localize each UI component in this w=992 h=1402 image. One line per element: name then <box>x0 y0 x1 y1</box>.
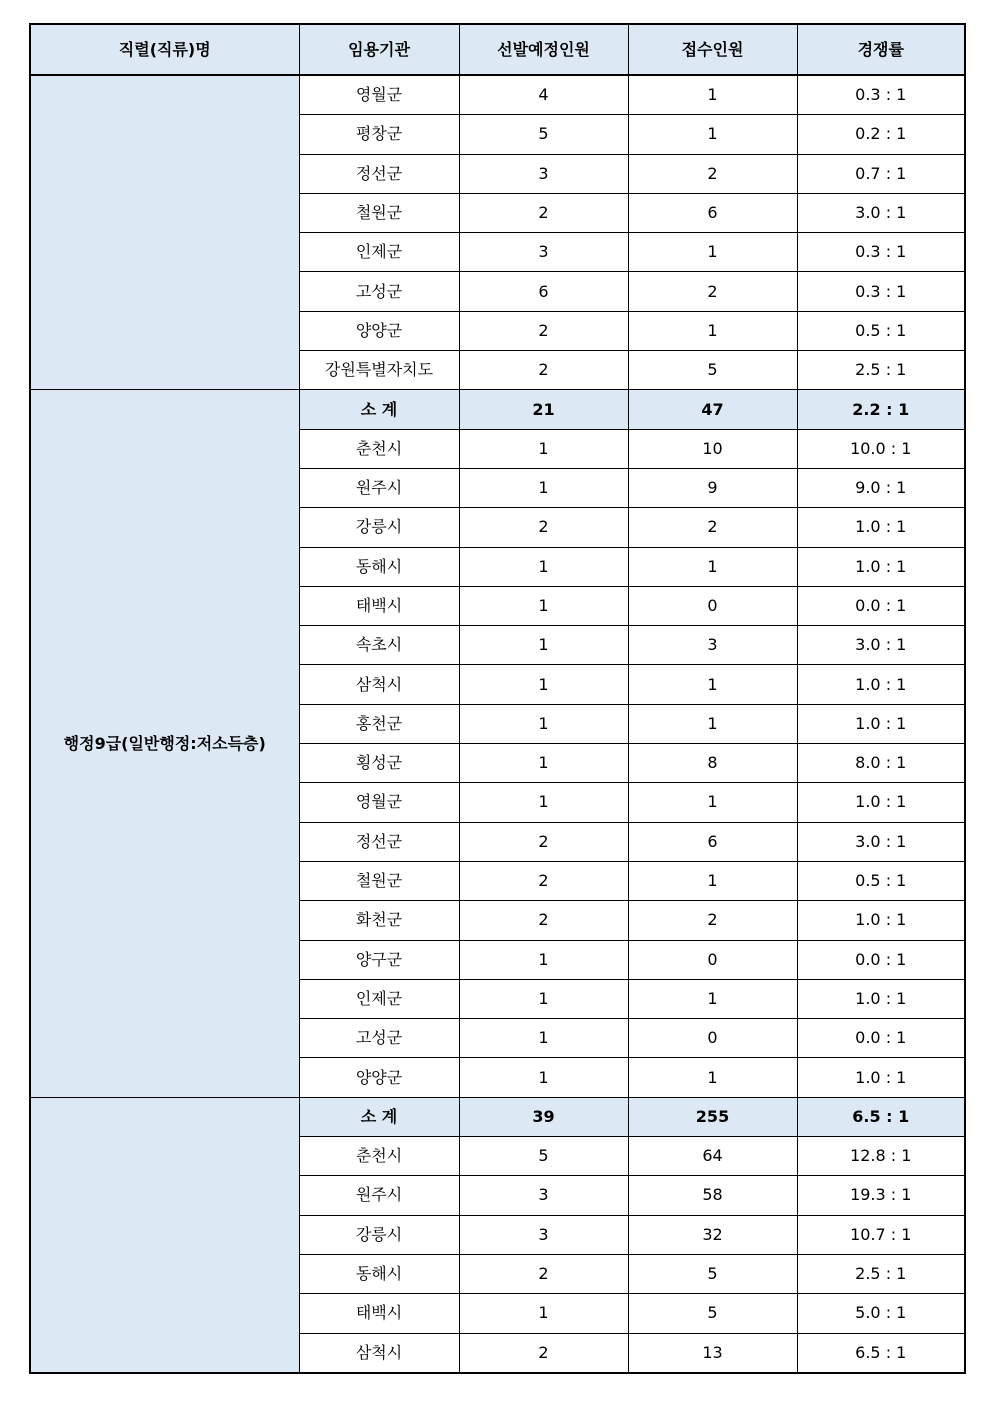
agency-cell: 동해시 <box>299 1254 459 1293</box>
ratio-cell: 9.0 : 1 <box>797 468 965 507</box>
header-agency: 임용기관 <box>299 24 459 75</box>
planned-cell: 1 <box>459 547 628 586</box>
applicants-cell: 1 <box>628 233 797 272</box>
agency-cell: 소 계 <box>299 1097 459 1136</box>
planned-cell: 1 <box>459 586 628 625</box>
applicants-cell: 10 <box>628 429 797 468</box>
ratio-cell: 0.0 : 1 <box>797 940 965 979</box>
applicants-cell: 0 <box>628 1019 797 1058</box>
applicants-cell: 32 <box>628 1215 797 1254</box>
applicants-cell: 3 <box>628 626 797 665</box>
table-body <box>30 75 965 1373</box>
ratio-cell: 1.0 : 1 <box>797 665 965 704</box>
planned-cell: 3 <box>459 154 628 193</box>
planned-cell: 1 <box>459 468 628 507</box>
header-position: 직렬(직류)명 <box>30 24 299 75</box>
ratio-cell: 0.0 : 1 <box>797 586 965 625</box>
header-ratio: 경쟁률 <box>797 24 965 75</box>
agency-cell: 평창군 <box>299 115 459 154</box>
planned-cell: 1 <box>459 665 628 704</box>
header-planned: 선발예정인원 <box>459 24 628 75</box>
ratio-cell: 2.5 : 1 <box>797 1254 965 1293</box>
applicants-cell: 6 <box>628 193 797 232</box>
planned-cell: 1 <box>459 429 628 468</box>
agency-cell: 동해시 <box>299 547 459 586</box>
ratio-cell: 1.0 : 1 <box>797 1058 965 1097</box>
ratio-cell: 0.2 : 1 <box>797 115 965 154</box>
ratio-cell: 12.8 : 1 <box>797 1137 965 1176</box>
table-row <box>30 75 965 115</box>
planned-cell: 5 <box>459 115 628 154</box>
ratio-cell: 8.0 : 1 <box>797 744 965 783</box>
ratio-cell: 10.7 : 1 <box>797 1215 965 1254</box>
ratio-cell: 19.3 : 1 <box>797 1176 965 1215</box>
applicants-cell: 1 <box>628 979 797 1018</box>
planned-cell: 1 <box>459 1019 628 1058</box>
applicants-cell: 2 <box>628 901 797 940</box>
applicants-cell: 255 <box>628 1097 797 1136</box>
planned-cell: 2 <box>459 861 628 900</box>
ratio-cell: 2.5 : 1 <box>797 351 965 390</box>
agency-cell: 속초시 <box>299 626 459 665</box>
planned-cell: 2 <box>459 1254 628 1293</box>
applicants-cell: 13 <box>628 1333 797 1373</box>
planned-cell: 1 <box>459 979 628 1018</box>
planned-cell: 2 <box>459 1333 628 1373</box>
applicants-cell: 0 <box>628 586 797 625</box>
applicants-cell: 5 <box>628 351 797 390</box>
ratio-cell: 10.0 : 1 <box>797 429 965 468</box>
agency-cell: 고성군 <box>299 1019 459 1058</box>
planned-cell: 5 <box>459 1137 628 1176</box>
planned-cell: 1 <box>459 704 628 743</box>
subtotal-row <box>30 1097 965 1136</box>
planned-cell: 3 <box>459 1176 628 1215</box>
ratio-cell: 3.0 : 1 <box>797 626 965 665</box>
ratio-cell: 0.3 : 1 <box>797 233 965 272</box>
planned-cell: 21 <box>459 390 628 429</box>
agency-cell: 인제군 <box>299 979 459 1018</box>
applicants-cell: 2 <box>628 154 797 193</box>
ratio-cell: 1.0 : 1 <box>797 547 965 586</box>
agency-cell: 정선군 <box>299 154 459 193</box>
applicants-cell: 58 <box>628 1176 797 1215</box>
planned-cell: 2 <box>459 822 628 861</box>
ratio-cell: 6.5 : 1 <box>797 1097 965 1136</box>
planned-cell: 2 <box>459 193 628 232</box>
ratio-cell: 1.0 : 1 <box>797 783 965 822</box>
applicants-cell: 5 <box>628 1294 797 1333</box>
planned-cell: 1 <box>459 783 628 822</box>
applicants-cell: 47 <box>628 390 797 429</box>
ratio-cell: 2.2 : 1 <box>797 390 965 429</box>
ratio-cell: 1.0 : 1 <box>797 704 965 743</box>
agency-cell: 횡성군 <box>299 744 459 783</box>
agency-cell: 원주시 <box>299 468 459 507</box>
applicants-cell: 1 <box>628 861 797 900</box>
ratio-cell: 0.7 : 1 <box>797 154 965 193</box>
agency-cell: 양양군 <box>299 1058 459 1097</box>
applicants-cell: 1 <box>628 1058 797 1097</box>
agency-cell: 홍천군 <box>299 704 459 743</box>
planned-cell: 6 <box>459 272 628 311</box>
agency-cell: 화천군 <box>299 901 459 940</box>
agency-cell: 삼척시 <box>299 665 459 704</box>
planned-cell: 3 <box>459 233 628 272</box>
planned-cell: 1 <box>459 744 628 783</box>
agency-cell: 춘천시 <box>299 1137 459 1176</box>
agency-cell: 정선군 <box>299 822 459 861</box>
ratio-cell: 1.0 : 1 <box>797 508 965 547</box>
agency-cell: 철원군 <box>299 861 459 900</box>
ratio-cell: 5.0 : 1 <box>797 1294 965 1333</box>
agency-cell: 태백시 <box>299 586 459 625</box>
ratio-cell: 0.3 : 1 <box>797 75 965 115</box>
applicants-cell: 9 <box>628 468 797 507</box>
applicants-cell: 1 <box>628 783 797 822</box>
applicants-cell: 1 <box>628 75 797 115</box>
header-applicants: 접수인원 <box>628 24 797 75</box>
applicants-cell: 1 <box>628 704 797 743</box>
applicants-cell: 0 <box>628 940 797 979</box>
applicants-cell: 1 <box>628 311 797 350</box>
ratio-cell: 0.3 : 1 <box>797 272 965 311</box>
agency-cell: 태백시 <box>299 1294 459 1333</box>
planned-cell: 1 <box>459 940 628 979</box>
planned-cell: 4 <box>459 75 628 115</box>
agency-cell: 고성군 <box>299 272 459 311</box>
agency-cell: 강릉시 <box>299 1215 459 1254</box>
agency-cell: 양구군 <box>299 940 459 979</box>
table-header <box>30 24 965 75</box>
ratio-cell: 3.0 : 1 <box>797 822 965 861</box>
planned-cell: 1 <box>459 1058 628 1097</box>
agency-cell: 영월군 <box>299 75 459 115</box>
ratio-cell: 6.5 : 1 <box>797 1333 965 1373</box>
ratio-cell: 1.0 : 1 <box>797 901 965 940</box>
applicants-cell: 1 <box>628 547 797 586</box>
applicants-cell: 2 <box>628 508 797 547</box>
applicants-cell: 2 <box>628 272 797 311</box>
ratio-cell: 0.5 : 1 <box>797 311 965 350</box>
planned-cell: 1 <box>459 626 628 665</box>
ratio-cell: 3.0 : 1 <box>797 193 965 232</box>
agency-cell: 춘천시 <box>299 429 459 468</box>
agency-cell: 영월군 <box>299 783 459 822</box>
subtotal-row <box>30 390 965 429</box>
agency-cell: 삼척시 <box>299 1333 459 1373</box>
agency-cell: 강릉시 <box>299 508 459 547</box>
recruitment-table <box>29 23 966 1374</box>
category-cell <box>30 1097 299 1373</box>
planned-cell: 2 <box>459 351 628 390</box>
agency-cell: 철원군 <box>299 193 459 232</box>
applicants-cell: 6 <box>628 822 797 861</box>
agency-cell: 인제군 <box>299 233 459 272</box>
planned-cell: 39 <box>459 1097 628 1136</box>
ratio-cell: 1.0 : 1 <box>797 979 965 1018</box>
agency-cell: 강원특별자치도 <box>299 351 459 390</box>
category-cell <box>30 75 299 390</box>
planned-cell: 1 <box>459 1294 628 1333</box>
applicants-cell: 64 <box>628 1137 797 1176</box>
planned-cell: 2 <box>459 901 628 940</box>
agency-cell: 양양군 <box>299 311 459 350</box>
agency-cell: 소 계 <box>299 390 459 429</box>
applicants-cell: 5 <box>628 1254 797 1293</box>
ratio-cell: 0.0 : 1 <box>797 1019 965 1058</box>
agency-cell: 원주시 <box>299 1176 459 1215</box>
applicants-cell: 1 <box>628 665 797 704</box>
planned-cell: 3 <box>459 1215 628 1254</box>
applicants-cell: 8 <box>628 744 797 783</box>
category-cell: 행정9급(일반행정:저소득층) <box>30 390 299 1097</box>
ratio-cell: 0.5 : 1 <box>797 861 965 900</box>
planned-cell: 2 <box>459 508 628 547</box>
planned-cell: 2 <box>459 311 628 350</box>
applicants-cell: 1 <box>628 115 797 154</box>
